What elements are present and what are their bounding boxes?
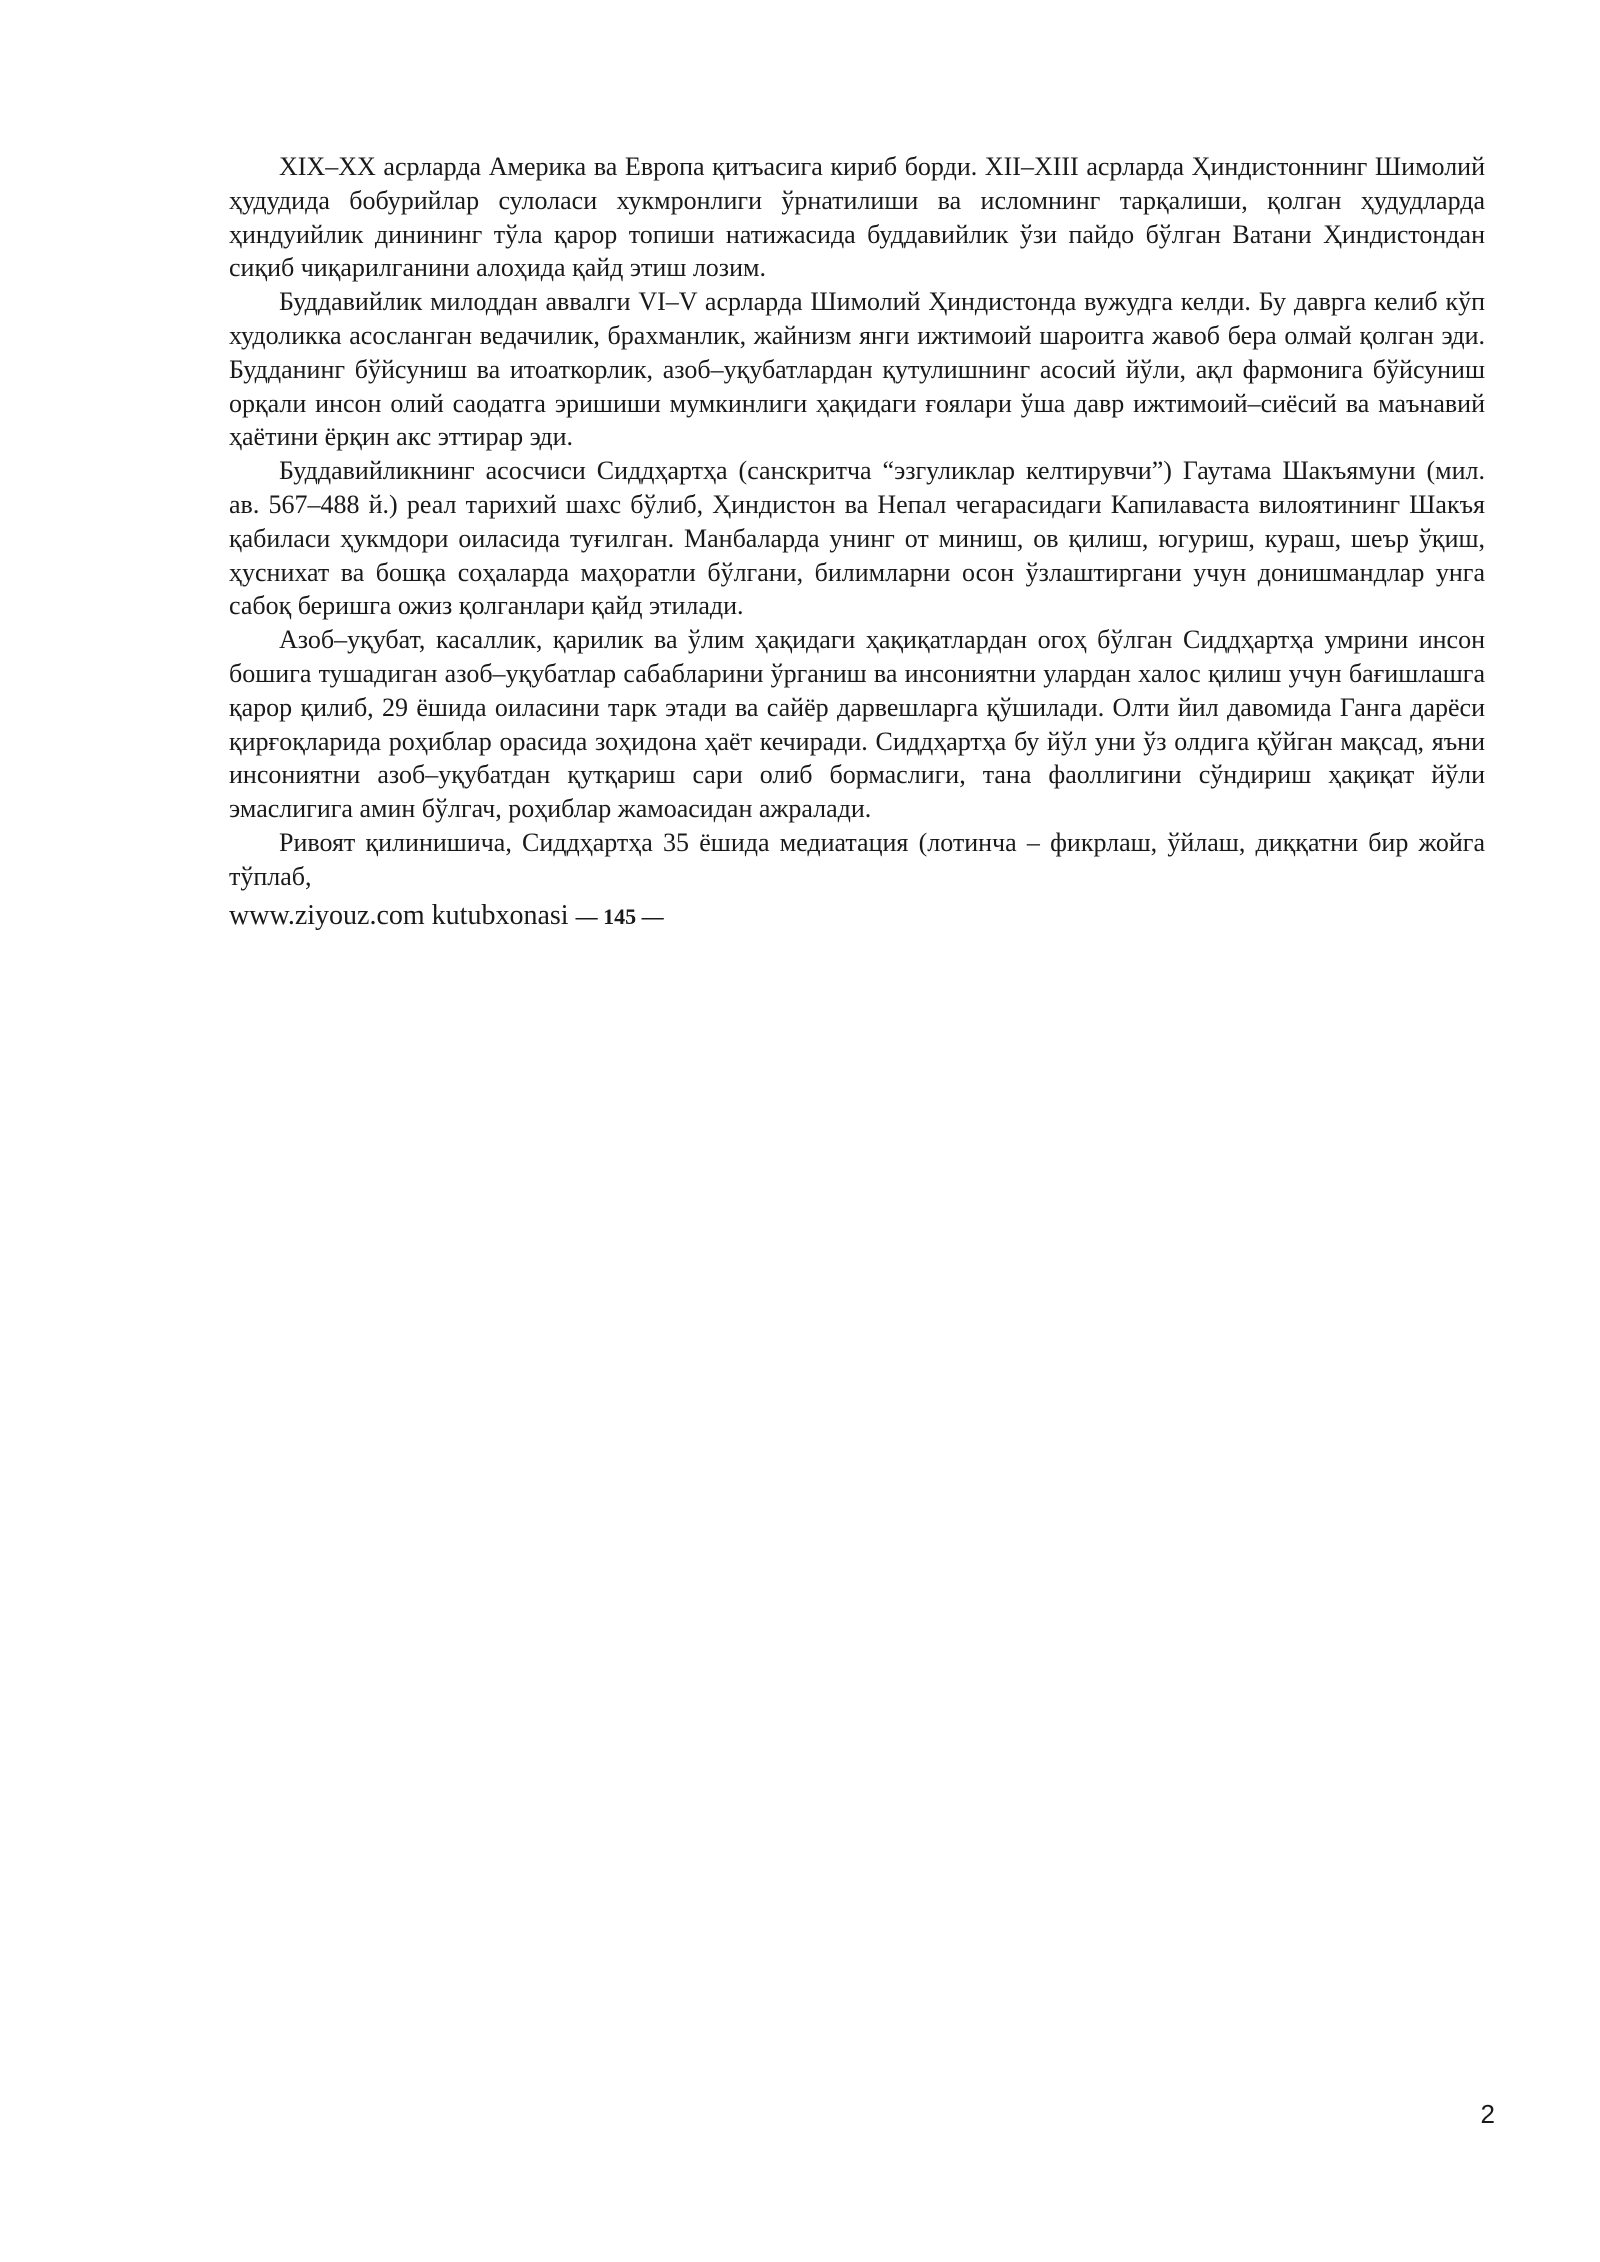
- paragraph: Азоб–уқубат, касаллик, қарилик ва ўлим ҳақидаги ҳақиқатлардан огоҳ бўлган Сиддҳартҳа умрини инсон бошига тушадиган азоб–уқубатлар сабабларини ўрганиш ва инсониятни улардан халос қилиш учун бағишлашга қарор қилиб, 29 ёшида оиласини тарк этади ва сайёр дарвешларга қўшилади. Олти йил давомида Ганга дарёси қирғоқларида роҳиблар орасида зоҳидона ҳаёт кечиради. Сиддҳартҳа бу йўл уни ўз олдига қўйган мақсад, яъни инсониятни азоб–уқубатдан қутқариш сари олиб бормаслиги, тана фаоллигини сўндириш ҳақиқат йўли эмаслигига амин бўлгач, роҳиблар жамоасидан ажралади.: [229, 625, 1485, 824]
- source-footer: [229, 898, 1485, 935]
- paragraph: Ривоят қилинишича, Сиддҳартҳа 35 ёшида медиатация (лотинча – фикрлаш, ўйлаш, диққатни бир жойга тўплаб,: [229, 827, 1485, 891]
- body-text: [229, 150, 1485, 935]
- paragraph: Буддавийлик милоддан аввалги VI–V асрларда Шимолий Ҳиндистонда вужудга келди. Бу даврга келиб кўп худоликка асосланган ведачилик, брахманлик, жайнизм янги ижтимоий шароитга жавоб бера олмай қолган эди. Будданинг бўйсуниш ва итоаткорлик, азоб–уқубатлардан қутулишнинг асосий йўли, ақл фармонига бўйсуниш орқали инсон олий саодатга эришиши мумкинлиги ҳақидаги ғоялари ўша давр ижтимоий–сиёсий ва маънавий ҳаётини ёрқин акс эттирар эди.: [229, 287, 1485, 452]
- page-number: 2: [1480, 2099, 1495, 2129]
- book-page-mark: — 145 —: [575, 903, 664, 929]
- paragraph: Буддавийликнинг асосчиси Сиддҳартҳа (санскритча “эзгуликлар келтирувчи”) Гаутама Шакъямуни (мил. ав. 567–488 й.) реал тарихий шахс бўлиб, Ҳиндистон ва Непал чегарасидаги Капилаваста вилоятининг Шакъя қабиласи ҳукмдори оиласида туғилган. Манбаларда унинг от миниш, ов қилиш, югуриш, кураш, шеър ўқиш, ҳуснихат ва бошқа соҳаларда маҳоратли бўлгани, билимларни осон ўзлаштиргани учун донишмандлар унга сабоқ беришга ожиз қолганлари қайд этилади.: [229, 456, 1485, 621]
- paragraph: XIX–XX асрларда Америка ва Европа қитъасига кириб борди. XII–XIII асрларда Ҳиндистоннинг Шимолий ҳудудида бобурийлар сулоласи хукмронлиги ўрнатилиши ва исломнинг тарқалиши, қолган ҳудудларда ҳиндуийлик динининг тўла қарор топиши натижасида буддавийлик ўзи пайдо бўлган Ватани Ҳиндистондан сиқиб чиқарилганини алоҳида қайд этиш лозим.: [229, 152, 1485, 283]
- source-text: www.ziyouz.com kutubxonasi: [229, 899, 569, 931]
